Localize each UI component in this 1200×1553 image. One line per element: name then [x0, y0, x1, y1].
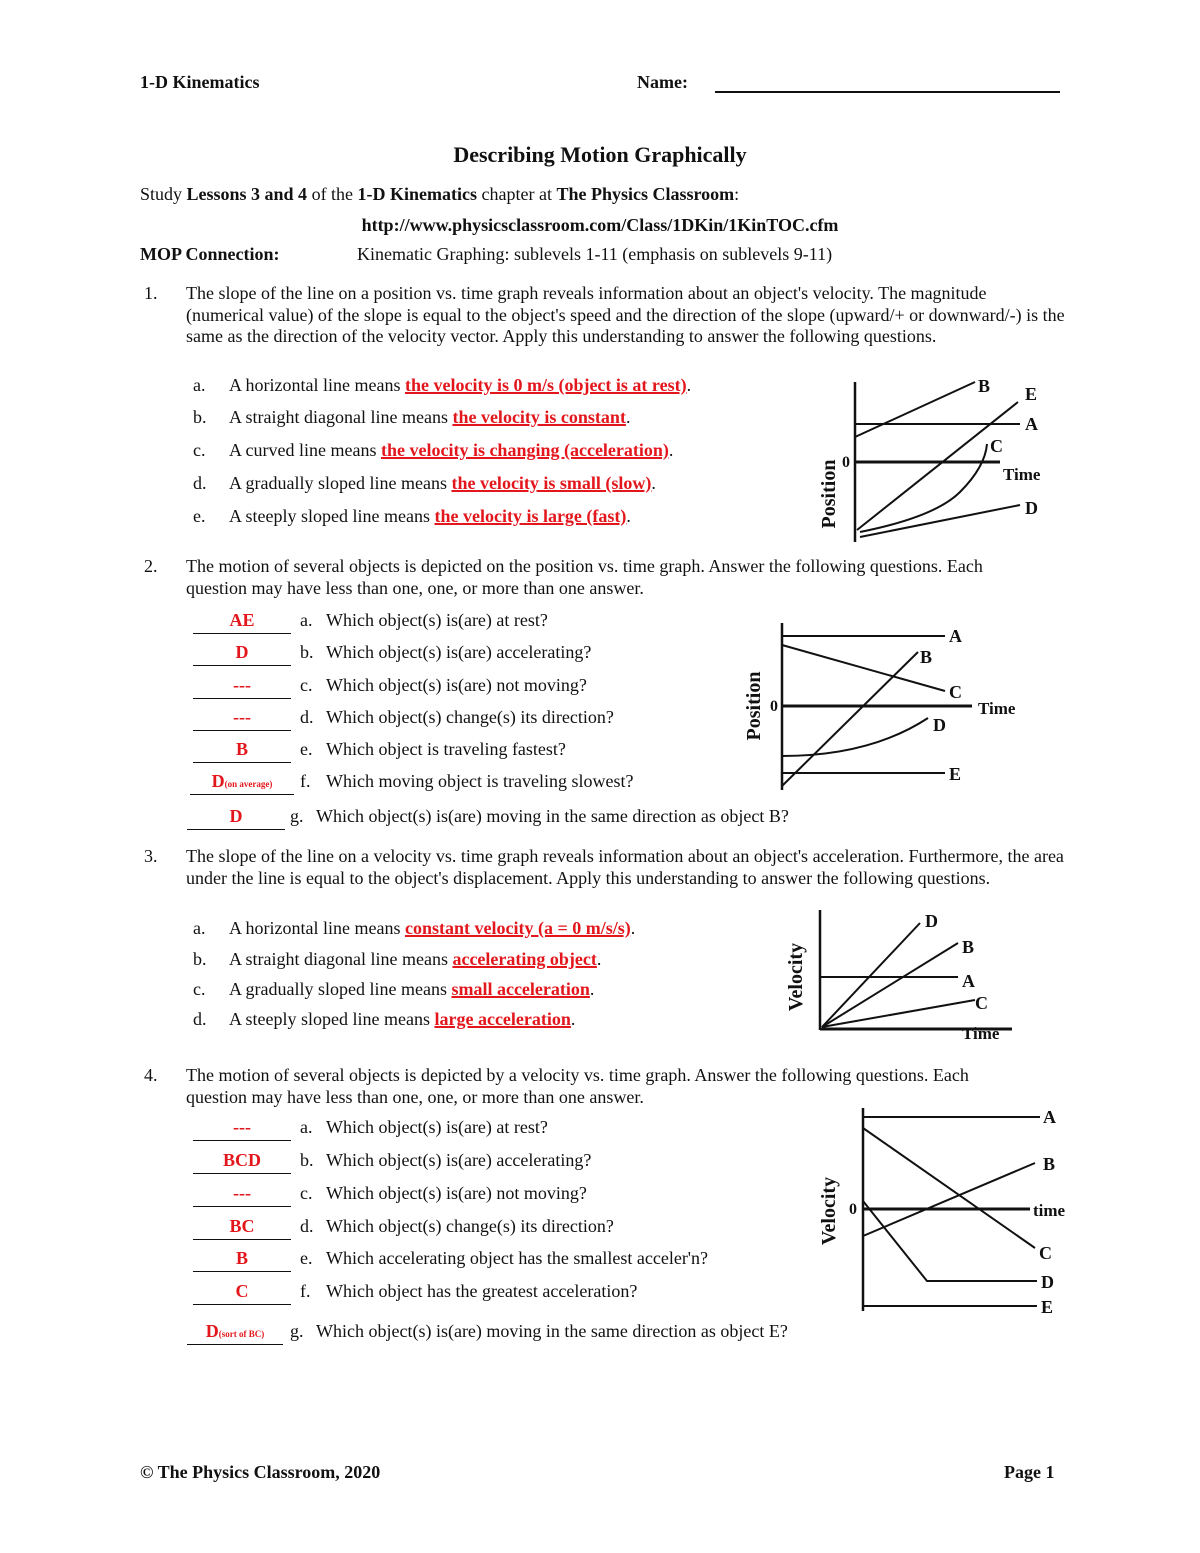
- item-end: .: [630, 918, 636, 938]
- answer-value: D: [205, 1321, 219, 1341]
- q1-label-A: A: [1025, 414, 1038, 434]
- q4-label-C: C: [1039, 1243, 1052, 1263]
- question-text: Which object(s) change(s) its direction?: [326, 707, 614, 727]
- question-text: Which object(s) is(are) at rest?: [326, 1117, 548, 1137]
- item-letter: d.: [193, 1009, 207, 1029]
- q4-xlabel: time: [1033, 1201, 1066, 1220]
- answer-value: ---: [233, 707, 251, 727]
- q2-label-E: E: [949, 764, 962, 784]
- item-prompt: A steeply sloped line means: [229, 506, 435, 526]
- q1-label-C: C: [990, 436, 1003, 456]
- q2-ylabel: Position: [743, 671, 765, 741]
- question-text: Which object(s) is(are) moving in the same direction as object B?: [316, 806, 789, 826]
- q2-label-B: B: [920, 647, 933, 667]
- q1-line-B: [855, 382, 975, 437]
- item-prompt: A straight diagonal line means: [229, 407, 453, 427]
- item-prompt: A straight diagonal line means: [229, 949, 453, 969]
- q4-answer-blank[interactable]: [193, 1248, 291, 1272]
- question-letter: b.: [300, 642, 314, 662]
- answer-value: D: [235, 642, 249, 662]
- q4-question: [300, 1117, 548, 1138]
- answer-value: AE: [229, 610, 255, 630]
- q1-item: [193, 375, 691, 396]
- study-line: Study Lessons 3 and 4 of the 1-D Kinematics chapter at The Physics Classroom:: [140, 184, 740, 204]
- question-letter: c.: [300, 675, 313, 695]
- q3-item: [193, 1009, 575, 1030]
- q1-label-B: B: [978, 376, 991, 396]
- q2-answer-blank[interactable]: [193, 675, 291, 699]
- q2-question: [300, 642, 591, 663]
- q2-text: The motion of several objects is depicted on the position vs. time graph. Answer the following questions. Each question may have less than one, one, or more than one answer.: [186, 556, 983, 598]
- q4-label-A: A: [1043, 1107, 1056, 1127]
- item-letter: c.: [193, 979, 206, 999]
- q1-text: The slope of the line on a position vs. time graph reveals information about an object's velocity. The magnitude (numerical value) of the slope is equal to the object's speed and the direction of the slope (upward/+ or downward/-) is the same as the direction of the velocity vector. Apply this understanding to answer the following questions.: [186, 283, 1065, 346]
- q4-question: [290, 1321, 788, 1342]
- item-answer: the velocity is small (slow): [451, 473, 652, 493]
- item-letter: e.: [193, 506, 206, 526]
- question-text: Which moving object is traveling slowest?: [326, 771, 634, 791]
- q1-line-C: [860, 444, 987, 532]
- answer-value: ---: [233, 675, 251, 695]
- q1-item: [193, 440, 673, 461]
- page-title: Describing Motion Graphically: [453, 142, 747, 167]
- q4-graph: [815, 1103, 1075, 1318]
- q4-zero: 0: [849, 1201, 857, 1218]
- item-prompt: A steeply sloped line means: [229, 1009, 435, 1029]
- answer-note: (on average): [224, 779, 273, 789]
- q3-item: [193, 918, 635, 939]
- q2-question: [300, 610, 548, 631]
- q4-line-B: [863, 1163, 1035, 1236]
- course-title: 1-D Kinematics: [140, 72, 260, 92]
- item-letter: b.: [193, 407, 207, 427]
- q3-label-C: C: [975, 993, 988, 1013]
- item-prompt: A gradually sloped line means: [229, 979, 452, 999]
- q2-line-D: [782, 718, 928, 756]
- q4-question: [300, 1183, 587, 1204]
- item-end: .: [589, 979, 595, 999]
- question-text: Which object(s) is(are) at rest?: [326, 610, 548, 630]
- q4-answer-blank[interactable]: [193, 1117, 291, 1141]
- question-letter: d.: [300, 1216, 314, 1236]
- q2-label-C: C: [949, 682, 962, 702]
- item-answer: the velocity is changing (acceleration): [380, 440, 669, 460]
- item-letter: b.: [193, 949, 207, 969]
- item-letter: c.: [193, 440, 206, 460]
- item-answer: the velocity is 0 m/s (object is at rest): [404, 375, 687, 395]
- item-answer: small acceleration: [451, 979, 590, 999]
- q2-label-A: A: [949, 626, 962, 646]
- q2-answer-blank[interactable]: [187, 806, 285, 830]
- q4-question: [300, 1216, 614, 1237]
- q2-answer-blank[interactable]: [193, 610, 291, 634]
- q3-label-A: A: [962, 971, 975, 991]
- question-letter: e.: [300, 1248, 313, 1268]
- item-prompt: A horizontal line means: [229, 375, 405, 395]
- item-end: .: [626, 506, 631, 526]
- q1-item: [193, 473, 656, 494]
- answer-value: D: [229, 806, 243, 826]
- footer-copyright: © The Physics Classroom, 2020: [140, 1462, 381, 1482]
- item-letter: d.: [193, 473, 207, 493]
- q4-number: 4.: [144, 1065, 158, 1085]
- q2-line-B: [782, 652, 918, 786]
- q4-line-C: [863, 1128, 1035, 1248]
- question-letter: c.: [300, 1183, 313, 1203]
- q3-ylabel: Velocity: [785, 942, 807, 1012]
- q1-zero: 0: [842, 454, 850, 471]
- mop-text: Kinematic Graphing: sublevels 1-11 (emphasis on sublevels 9-11): [357, 244, 833, 264]
- q3-xlabel: Time: [962, 1024, 1000, 1043]
- q3-graph: [780, 905, 1030, 1050]
- q1-label-E: E: [1025, 384, 1038, 404]
- item-letter: a.: [193, 375, 206, 395]
- q2-answer-blank[interactable]: [193, 642, 291, 666]
- q2-label-D: D: [933, 715, 946, 735]
- question-text: Which object has the greatest acceleration?: [326, 1281, 638, 1301]
- q1-ylabel: Position: [818, 459, 840, 529]
- footer-page: Page 1: [1004, 1462, 1055, 1482]
- answer-value: D: [211, 771, 225, 791]
- q2-question: [300, 739, 566, 760]
- question-text: Which object(s) is(are) not moving?: [326, 1183, 587, 1203]
- q2-question: [300, 707, 614, 728]
- q2-question: [300, 675, 587, 696]
- question-letter: g.: [290, 806, 304, 826]
- question-letter: b.: [300, 1150, 314, 1170]
- item-prompt: A curved line means: [229, 440, 381, 460]
- item-answer: large acceleration: [434, 1009, 571, 1029]
- item-prompt: A gradually sloped line means: [229, 473, 452, 493]
- question-letter: d.: [300, 707, 314, 727]
- item-answer: accelerating object: [452, 949, 597, 969]
- q2-question: [290, 806, 789, 827]
- answer-value: B: [235, 739, 248, 759]
- q4-answer-blank[interactable]: [193, 1216, 291, 1240]
- question-letter: g.: [290, 1321, 304, 1341]
- question-text: Which accelerating object has the smallest acceler'n?: [326, 1248, 709, 1268]
- answer-value: ---: [233, 1183, 251, 1203]
- question-text: Which object(s) is(are) accelerating?: [326, 642, 592, 662]
- question-letter: e.: [300, 739, 313, 759]
- q1-label-D: D: [1025, 498, 1038, 518]
- item-end: .: [686, 375, 692, 395]
- q1-item: [193, 506, 631, 527]
- q4-answer-blank[interactable]: [187, 1321, 283, 1345]
- question-text: Which object(s) is(are) accelerating?: [326, 1150, 592, 1170]
- item-end: .: [625, 407, 631, 427]
- q4-label-D: D: [1041, 1272, 1054, 1292]
- item-end: .: [668, 440, 674, 460]
- answer-value: B: [235, 1248, 248, 1268]
- q2-number: 2.: [144, 556, 158, 576]
- q4-line-D: [863, 1201, 1037, 1281]
- item-answer: constant velocity (a = 0 m/s/s): [404, 918, 631, 938]
- question-text: Which object(s) change(s) its direction?: [326, 1216, 614, 1236]
- q3-label-D: D: [925, 911, 938, 931]
- q3-label-B: B: [962, 937, 975, 957]
- q4-ylabel: Velocity: [818, 1176, 840, 1246]
- answer-value: C: [235, 1281, 249, 1301]
- q1-item: [193, 407, 630, 428]
- question-letter: f.: [300, 1281, 311, 1301]
- question-letter: a.: [300, 610, 313, 630]
- q4-answer-blank[interactable]: [193, 1281, 291, 1305]
- q4-label-E: E: [1041, 1297, 1054, 1317]
- q1-xlabel: Time: [1003, 465, 1041, 484]
- answer-note: (sort of BC): [218, 1329, 265, 1339]
- item-letter: a.: [193, 918, 206, 938]
- item-end: .: [651, 473, 656, 493]
- q4-text: The motion of several objects is depicted by a velocity vs. time graph. Answer the following questions. Each question may have less than one, one, or more than one answer.: [186, 1065, 969, 1107]
- q1-number: 1.: [144, 283, 158, 303]
- q2-answer-blank[interactable]: [193, 707, 291, 731]
- item-answer: the velocity is large (fast): [434, 506, 627, 526]
- q3-text: The slope of the line on a velocity vs. time graph reveals information about an object's acceleration. Furthermore, the area under the line is equal to the object's displacement. Apply this understanding to answer the following questions.: [186, 846, 1064, 888]
- mop-label: MOP Connection:: [140, 244, 280, 264]
- q4-answer-blank[interactable]: [193, 1150, 291, 1174]
- q3-item: [193, 949, 601, 970]
- item-prompt: A horizontal line means: [229, 918, 405, 938]
- name-label: Name:: [637, 72, 688, 92]
- q3-item: [193, 979, 594, 1000]
- question-text: Which object(s) is(are) not moving?: [326, 675, 587, 695]
- answer-value: BC: [229, 1216, 255, 1236]
- q1-graph: [815, 372, 1060, 547]
- q2-question: [300, 771, 633, 792]
- study-url[interactable]: http://www.physicsclassroom.com/Class/1DKin/1KinTOC.cfm: [361, 215, 839, 235]
- q2-xlabel: Time: [978, 699, 1016, 718]
- question-text: Which object is traveling fastest?: [326, 739, 566, 759]
- q4-answer-blank[interactable]: [193, 1183, 291, 1207]
- q3-number: 3.: [144, 846, 158, 866]
- item-end: .: [596, 949, 602, 969]
- question-letter: f.: [300, 771, 311, 791]
- item-answer: the velocity is constant: [452, 407, 626, 427]
- q4-question: [300, 1248, 708, 1269]
- name-field[interactable]: [715, 91, 1060, 93]
- q2-zero: 0: [770, 698, 778, 715]
- question-letter: a.: [300, 1117, 313, 1137]
- q4-label-B: B: [1043, 1154, 1056, 1174]
- q2-answer-blank[interactable]: [193, 739, 291, 763]
- answer-value: BCD: [222, 1150, 261, 1170]
- q2-answer-blank[interactable]: [190, 771, 294, 795]
- question-text: Which object(s) is(are) moving in the same direction as object E?: [316, 1321, 788, 1341]
- q4-question: [300, 1281, 637, 1302]
- q4-question: [300, 1150, 591, 1171]
- item-end: .: [570, 1009, 576, 1029]
- answer-value: ---: [233, 1117, 251, 1137]
- q2-graph: [740, 618, 1040, 793]
